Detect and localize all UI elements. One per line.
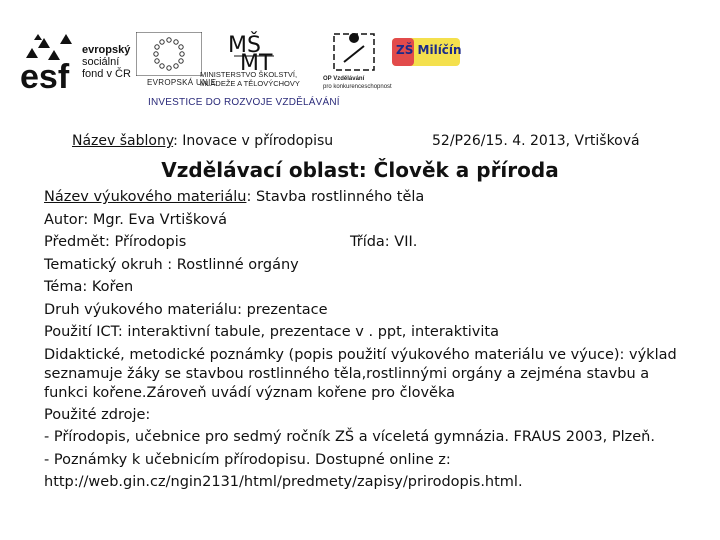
svg-text:esf: esf (20, 58, 70, 92)
msmt-label (200, 70, 300, 88)
template-line (72, 133, 333, 149)
material-name-line (44, 186, 684, 209)
author-line: Autor: Mgr. Eva Vrtišková (44, 211, 228, 228)
eu-label: EVROPSKÁ UNIE (147, 78, 217, 87)
msmt-label-line-2: MLÁDEŽE A TĚLOVÝCHOVY (200, 79, 300, 88)
op-label-line-2: pro konkurenceschopnost (323, 84, 392, 90)
zs-milicin-logo (392, 38, 460, 66)
svg-text:MT: MT (240, 51, 273, 70)
eu-flag-logo (136, 32, 202, 76)
invest-tagline: INVESTICE DO ROZVOJE VZDĚLÁVÁNÍ (148, 97, 340, 108)
template-value: : Inovace v přírodopisu (173, 133, 334, 149)
notes-paragraph: Didaktické, metodické poznámky (popis použití výukového materiálu ve výuce): výklad seznamuje žáky se stavbou rostlinného těla,rostlinnými orgány a zejména stavbu a funkci kořene.Zároveň uvádí význam kořene pro člověka (44, 346, 677, 401)
content-body (44, 186, 684, 494)
document-code: 52/P26/15. 4. 2013, Vrtišková (432, 133, 640, 149)
esf-text-line-2: sociální (82, 56, 120, 68)
subject-text: Předmět: Přírodopis (44, 234, 187, 250)
source-1: - Přírodopis, učebnice pro sedmý ročník ZŠ a víceletá gymnázia. FRAUS 2003, Plzeň. (44, 429, 655, 445)
esf-text-line-3: fond v ČR (82, 68, 131, 80)
svg-text:MŠ: MŠ (228, 33, 261, 58)
op-logo (330, 28, 380, 74)
msmt-label-line-1: MINISTERSTVO ŠKOLSTVÍ, (200, 70, 298, 79)
material-type-line: Druh výukového materiálu: prezentace (44, 301, 328, 318)
topic-area-line: Tematický okruh : Rostlinné orgány (44, 256, 299, 273)
source-2: - Poznámky k učebnicím přírodopisu. Dostupné online z: (44, 451, 451, 468)
op-label-line-1: OP Vzdělávání (323, 76, 365, 82)
material-label: Název výukového materiálu (44, 189, 247, 205)
source-url: http://web.gin.cz/ngin2131/html/predmety/zapisy/prirodopis.html. (44, 474, 523, 490)
zs-logo-text: ZŠ Milíčín (396, 43, 462, 57)
esf-text-line-1: evropský (82, 44, 131, 56)
op-label (323, 75, 392, 91)
theme-line: Téma: Kořen (44, 279, 134, 295)
subject-line (44, 231, 684, 254)
msmt-logo (226, 30, 282, 70)
page-title: Vzdělávací oblast: Člověk a příroda (161, 158, 559, 182)
ict-line: Použití ICT: interaktivní tabule, prezentace v . ppt, interaktivita (44, 324, 499, 340)
material-value: : Stavba rostlinného těla (246, 189, 425, 205)
template-label: Název šablony (72, 133, 174, 149)
esf-logo (18, 30, 80, 92)
class-text: Třída: VII. (350, 234, 418, 250)
sources-label: Použité zdroje: (44, 406, 151, 423)
